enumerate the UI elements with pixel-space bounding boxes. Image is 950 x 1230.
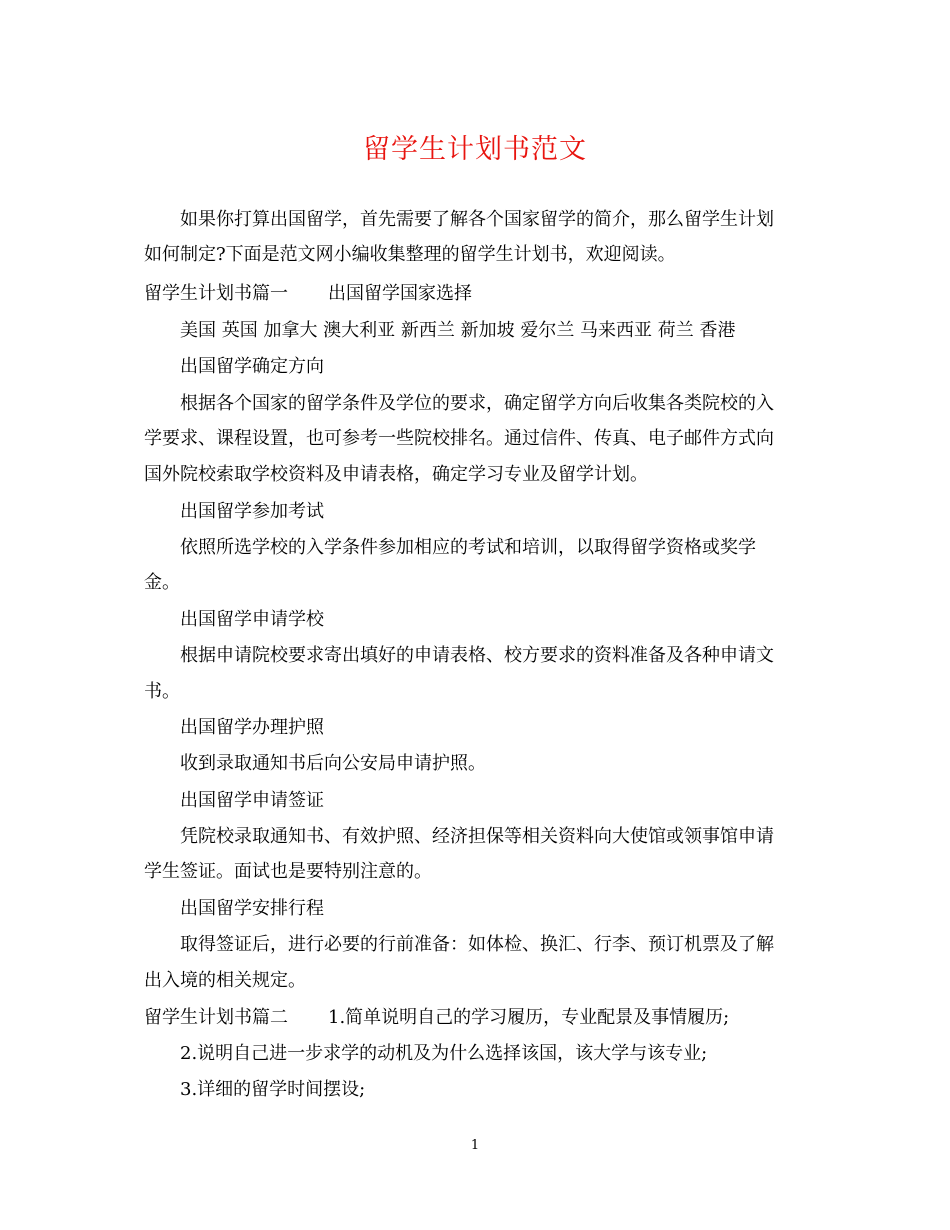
intro-line: 如果你打算出国留学，首先需要了解各个国家留学的简介，那么留学生计划	[180, 209, 774, 230]
paragraph-line: 学生签证。面试也是要特别注意的。	[144, 861, 432, 882]
paragraph-line: 学要求、课程设置，也可参考一些院校排名。通过信件、传真、电子邮件方式向	[144, 428, 774, 449]
page-number: 1	[470, 1138, 480, 1153]
paragraph-line: 取得签证后，进行必要的行前准备：如体检、换汇、行李、预订机票及了解	[180, 934, 774, 955]
paragraph-line: 根据各个国家的留学条件及学位的要求，确定留学方向后收集各类院校的入	[180, 393, 774, 414]
paragraph-line: 凭院校录取通知书、有效护照、经济担保等相关资料向大使馆或领事馆申请	[180, 826, 774, 847]
section-heading-row	[144, 281, 472, 307]
section-heading: 留学生计划书篇一	[144, 283, 288, 304]
intro-line: 如何制定?下面是范文网小编收集整理的留学生计划书，欢迎阅读。	[144, 244, 676, 265]
step-heading: 出国留学参加考试	[180, 501, 324, 522]
paragraph-line: 收到录取通知书后向公安局申请护照。	[180, 753, 486, 774]
step-heading: 出国留学办理护照	[180, 717, 324, 738]
step-heading: 出国留学申请学校	[180, 609, 324, 630]
list-item: 2.说明自己进一步求学的动机及为什么选择该国，该大学与该专业;	[180, 1043, 708, 1064]
paragraph-line: 根据申请院校要求寄出填好的申请表格、校方要求的资料准备及各种申请文	[180, 645, 774, 666]
section-subheading: 出国留学国家选择	[328, 283, 472, 304]
section-heading: 留学生计划书篇二	[144, 1007, 288, 1028]
section-heading-row	[144, 1005, 729, 1031]
step-heading: 出国留学确定方向	[180, 356, 324, 377]
paragraph-line: 金。	[144, 572, 180, 593]
list-item: 3.详细的留学时间摆设;	[180, 1079, 366, 1100]
country-list: 美国 英国 加拿大 澳大利亚 新西兰 新加坡 爱尔兰 马来西亚 荷兰 香港	[180, 320, 736, 341]
page-title: 留学生计划书范文	[363, 134, 587, 165]
paragraph-line: 书。	[144, 681, 180, 702]
paragraph-line: 国外院校索取学校资料及申请表格，确定学习专业及留学计划。	[144, 464, 648, 485]
step-heading: 出国留学申请签证	[180, 790, 324, 811]
step-heading: 出国留学安排行程	[180, 898, 324, 919]
paragraph-line: 依照所选学校的入学条件参加相应的考试和培训，以取得留学资格或奖学	[180, 537, 756, 558]
list-item: 1.简单说明自己的学习履历，专业配景及事情履历;	[328, 1007, 730, 1028]
paragraph-line: 出入境的相关规定。	[144, 970, 306, 991]
